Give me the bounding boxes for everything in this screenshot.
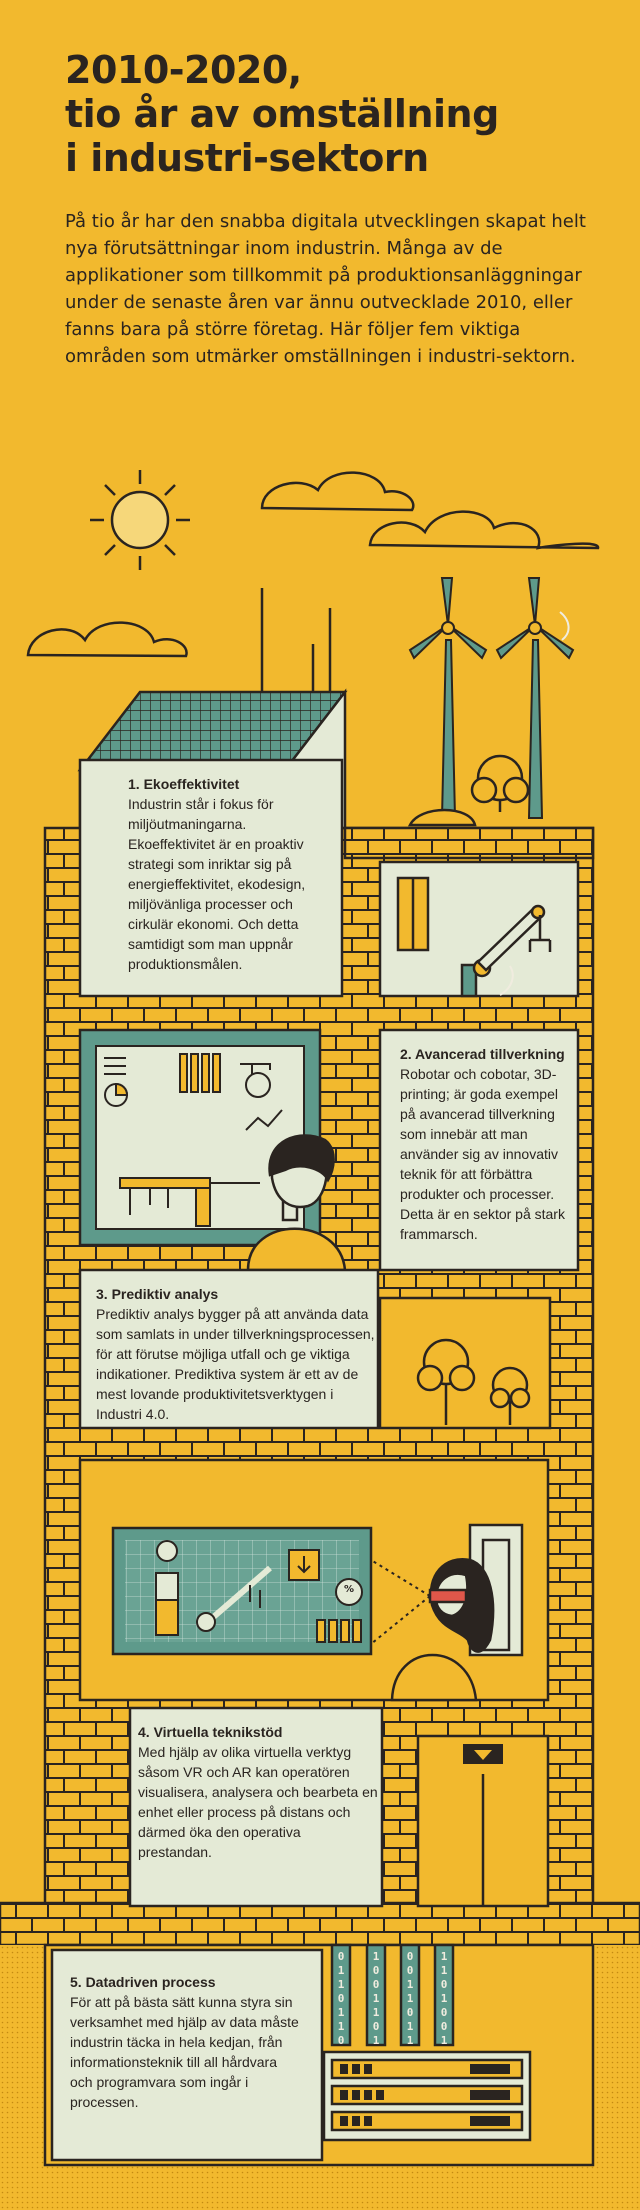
sun-icon xyxy=(90,470,190,570)
title-line: tio år av omställning xyxy=(65,92,499,136)
title-line: 2010-2020, xyxy=(65,48,302,92)
percent-dial-label: % xyxy=(343,1584,355,1595)
page-title xyxy=(65,48,605,180)
section-virtuella-teknikstod xyxy=(138,1722,378,1862)
cloud-icon xyxy=(28,473,598,656)
section-body: Med hjälp av olika virtuella verktyg såsom VR och AR kan operatören visualisera, analysera och bearbeta en enhet eller process på distans och därmed öka den operativa prestandan. xyxy=(138,1744,378,1860)
section-body: För att på bästa sätt kunna styra sin verksamhet med hjälp av data måste industrin täcka in hela kedjan, från informationsteknik till all hårdvara och programvara som ingår i processen. xyxy=(70,1994,299,2110)
section-ekoeffektivitet xyxy=(128,774,330,974)
section-body: Industrin står i fokus för miljöutmaningarna. Ekoeffektivitet är en proaktiv strategi som inriktar sig på energieffektivitet, ekodesign, miljövänliga processer och cirkulär ekonomi. Och detta samtidigt som man uppnår produktionsmålen. xyxy=(128,796,306,972)
section-heading: 3. Prediktiv analys xyxy=(96,1286,219,1302)
section-heading: 4. Virtuella teknikstöd xyxy=(138,1724,283,1740)
section-body: Prediktiv analys bygger på att använda data som samlats in under tillverkningsprocessen, för att förutse möjliga utfall och ge viktiga indikationer. Prediktiva system är ett av de mest lovande produktivitetsverktygen i Industri 4.0. xyxy=(96,1306,375,1422)
binary-column: 0 1 1 0 1 1 0 xyxy=(337,1950,345,2047)
binary-column: 1 0 0 1 1 0 1 xyxy=(372,1950,380,2047)
tree-icon xyxy=(410,756,528,825)
section-avancerad-tillverkning xyxy=(400,1044,574,1244)
title-line: i industri-sektorn xyxy=(65,136,429,180)
section-prediktiv-analys xyxy=(96,1284,378,1424)
section-datadriven-process xyxy=(70,1972,302,2112)
intro-paragraph: På tio år har den snabba digitala utvecklingen skapat helt nya förutsättningar inom industrin. Många av de applikationer som tillkommit på produktionsanläggningar under de senaste åren var ännu outvecklade 2010, eller fanns bara på större företag. Här följer fem viktiga områden som utmärker omställningen i industri-sektorn. xyxy=(65,211,586,367)
binary-column: 0 0 1 1 0 1 1 xyxy=(406,1950,414,2047)
section-heading: 1. Ekoeffektivitet xyxy=(128,776,240,792)
section-body: Robotar och cobotar, 3D-printing; är goda exempel på avancerad tillverkning som innebär att man använder sig av innovativ teknik för att förbättra produkter och processer. Detta är en sektor på stark frammarsch. xyxy=(400,1066,565,1242)
server-rack-icon xyxy=(324,2052,530,2140)
section-heading: 2. Avancerad tillverkning xyxy=(400,1046,565,1062)
binary-column: 1 1 0 1 0 0 1 xyxy=(440,1950,448,2047)
section-heading: 5. Datadriven process xyxy=(70,1974,216,1990)
